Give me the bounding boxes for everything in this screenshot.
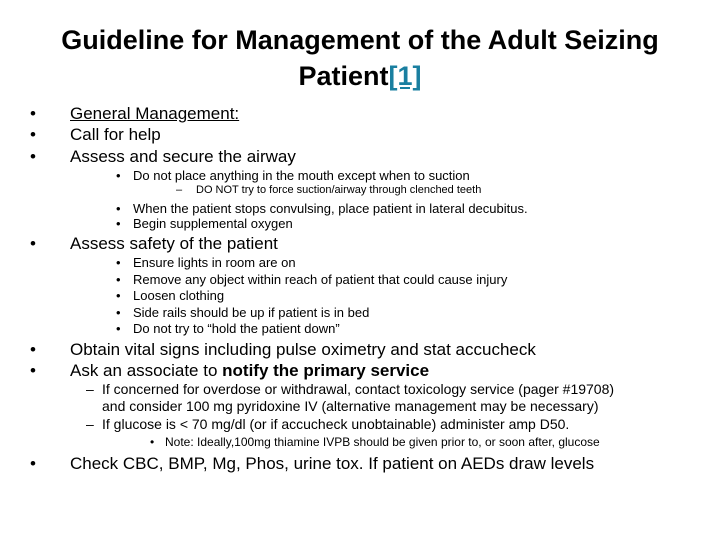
lights-text: Ensure lights in room are on [133,255,296,270]
dash-mark: – [176,184,183,196]
bullet-dot: • [116,168,121,183]
bullet-call [30,124,161,146]
dash-overdose [86,381,615,398]
bullet-dot: • [30,454,36,473]
lateral-text: When the patient stops convulsing, place patient in lateral decubitus. [133,201,528,216]
dash-mark: – [86,416,94,432]
associate-text: Ask an associate to [70,361,223,380]
bullet-dot: • [30,361,36,380]
rails-text: Side rails should be up if patient is in bed [133,305,370,320]
labs-text: Check CBC, BMP, Mg, Phos, urine tox. If patient on AEDs draw levels [70,454,595,473]
bullet-dot: • [30,234,36,253]
overdose-text-2: and consider 100 mg pyridoxine IV (alternative management may be necessary) [102,398,599,414]
notify-primary-text: notify the primary service [222,361,430,380]
force-text: DO NOT try to force suction/airway through clenched teeth [196,184,482,196]
bullet-dot: • [116,255,121,270]
airway-text: Assess and secure the airway [70,147,296,166]
bullet-general [30,103,240,125]
reference-link[interactable]: [1] [388,61,422,91]
bullet-dot: • [150,435,155,449]
sub-bullet-hold [116,320,340,337]
associate-line [70,360,429,382]
bullet-dot: • [30,125,36,144]
mouth-text: Do not place anything in the mouth except when to suction [133,168,470,183]
general-management-label: General Management: [70,104,240,123]
sub-bullet-note [150,435,600,450]
note-text: Note: Ideally,100mg thiamine IVPB should be given prior to, or soon after, glucose [165,435,600,449]
bullet-dot: • [116,201,121,216]
bullet-dot: • [116,272,121,287]
sub-bullet-lights [116,254,296,271]
glucose-text: If glucose is < 70 mg/dl (or if accucheck unobtainable) administer amp D50. [102,416,570,432]
sub-bullet-remove [116,271,508,288]
loosen-text: Loosen clothing [133,288,225,303]
bullet-dot: • [116,288,121,303]
bullet-safety [30,233,278,255]
bullet-dot: • [116,216,121,231]
vitals-text: Obtain vital signs including pulse oximetry and stat accucheck [70,340,536,359]
call-for-help-text: Call for help [70,125,161,144]
dash-glucose [86,416,570,433]
bullet-vitals [30,339,536,361]
bullet-dot: • [30,340,36,359]
hold-text: Do not try to “hold the patient down” [133,321,340,336]
bullet-dot: • [116,321,121,336]
bullet-dot: • [30,104,36,123]
title-text: Guideline for Management of the Adult Seizing Patient [61,25,659,91]
safety-text: Assess safety of the patient [70,234,278,253]
bullet-dot: • [116,305,121,320]
bullet-dot: • [30,147,36,166]
sub-bullet-rails [116,304,370,321]
dash-mark: – [86,381,94,397]
bullet-associate [30,360,430,382]
overdose-text-1: If concerned for overdose or withdrawal, contact toxicology service (pager #19708) [102,381,615,397]
bullet-airway [30,146,296,168]
sub-bullet-mouth [116,167,470,184]
oxygen-text: Begin supplemental oxygen [133,216,293,231]
remove-text: Remove any object within reach of patient that could cause injury [133,272,508,287]
slide-title [30,22,690,94]
sub-bullet-loosen [116,287,225,304]
sub-sub-force [176,183,482,198]
sub-bullet-oxygen [116,215,293,232]
bullet-labs [30,453,595,475]
